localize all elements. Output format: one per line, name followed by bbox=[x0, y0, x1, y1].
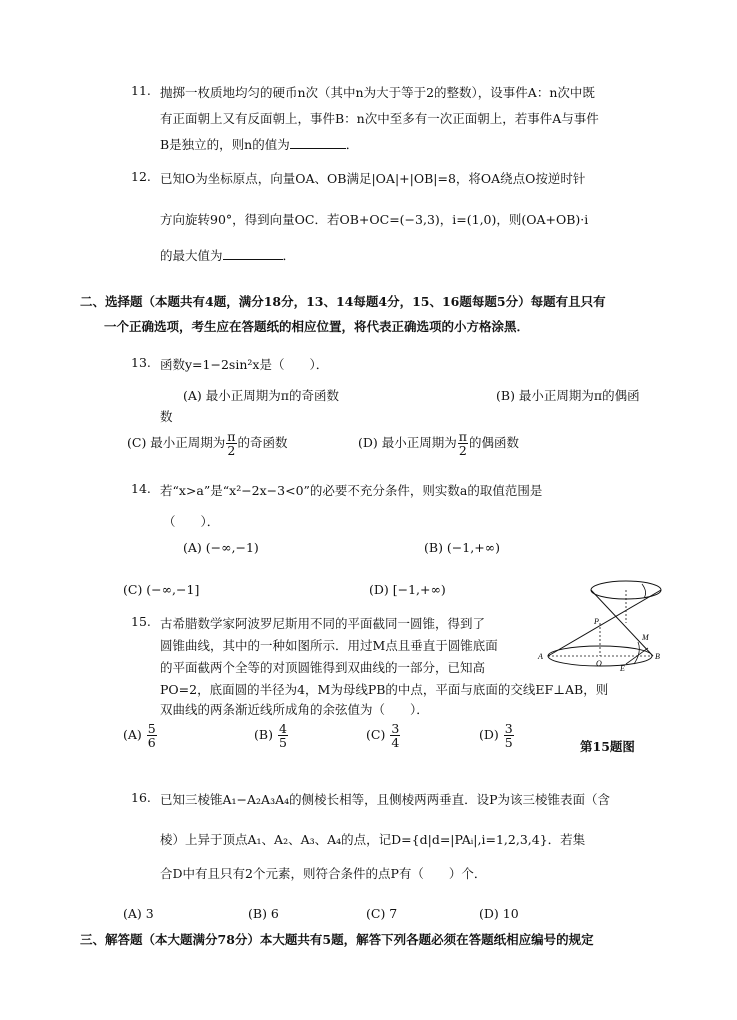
q15-line4: PO=2，底面圆的半径为4，M为母线PB的中点，平面与底面的交线EF⊥AB，则 bbox=[160, 682, 609, 697]
q14-option-d: (D) [−1,+∞) bbox=[369, 582, 446, 597]
q15-line1: 古希腊数学家阿波罗尼斯用不同的平面截同一圆锥，得到了 bbox=[160, 616, 486, 631]
cone-figure bbox=[530, 578, 680, 678]
q13-option-d: (D) 最小正周期为 $\frac{\pi}{2}$ 的偶函数 bbox=[358, 429, 519, 459]
q11-number: 11. bbox=[131, 83, 151, 98]
q12-line2: 方向旋转90°，得到向量OC．若OB+OC=(−3,3)，i=(1,0)，则(OA+OB)·i bbox=[160, 212, 589, 227]
answer-blank bbox=[290, 136, 346, 149]
q15-option-a: (A) $\frac{5}{6}$ bbox=[123, 721, 156, 751]
q12-number: 12. bbox=[131, 169, 151, 184]
label-b: B bbox=[655, 652, 660, 661]
label-a: A bbox=[538, 652, 543, 661]
q16-option-d: (D) 10 bbox=[479, 906, 519, 921]
q16-number: 16. bbox=[131, 790, 151, 805]
q11-line1: 抛掷一枚质地均匀的硬币n次（其中n为大于等于2的整数），设事件A：n次中既 bbox=[160, 85, 595, 100]
label-o: O bbox=[596, 659, 602, 668]
q14-line1: 若“x>a”是“x²−2x−3<0”的必要不充分条件，则实数a的取值范围是 bbox=[160, 483, 543, 498]
q13-option-a-cont: 数 bbox=[160, 409, 173, 424]
q12-line3: 的最大值为 ． bbox=[160, 248, 296, 263]
q16-line2: 棱）上异于顶点A₁、A₂、A₃、A₄的点，记D={d|d=|PAᵢ|,i=1,2,3,4}．若集 bbox=[160, 832, 586, 847]
q15-line2: 圆锥曲线，其中的一种如图所示．用过M点且垂直于圆锥底面 bbox=[160, 638, 498, 653]
q13-option-b: (B) 最小正周期为π的偶函 bbox=[496, 388, 640, 403]
q15-option-d: (D) $\frac{3}{5}$ bbox=[479, 721, 513, 751]
q15-number: 15. bbox=[131, 614, 151, 629]
answer-blank bbox=[223, 247, 283, 260]
hyperbola-curve bbox=[634, 642, 639, 664]
q13-option-a: (A) 最小正周期为π的奇函数 bbox=[183, 388, 339, 403]
q13-stem: 函数y=1−2sin²x是（ ）． bbox=[160, 357, 329, 372]
q14-number: 14. bbox=[131, 481, 151, 496]
section3-heading: 三、解答题（本大题满分78分）本大题共有5题，解答下列各题必须在答题纸相应编号的规定 bbox=[80, 932, 594, 947]
q15-line3: 的平面截两个全等的对顶圆锥得到双曲线的一部分，已知高 bbox=[160, 660, 486, 675]
q14-line2: （ ）． bbox=[163, 514, 220, 529]
q16-option-c: (C) 7 bbox=[366, 906, 398, 921]
q14-option-c: (C) (−∞,−1] bbox=[123, 582, 200, 597]
section2-heading: 二、选择题（本题共有4题，满分18分，13、14每题4分，15、16题每题5分）每题有且只有 bbox=[80, 294, 606, 309]
label-e: E bbox=[620, 664, 625, 673]
label-p: P bbox=[594, 617, 599, 626]
section2-instruction: 一个正确选项，考生应在答题纸的相应位置，将代表正确选项的小方格涂黑． bbox=[104, 319, 530, 334]
q14-option-b: (B) (−1,+∞) bbox=[424, 540, 500, 555]
q15-figure-caption: 第15题图 bbox=[580, 739, 635, 754]
q13-option-c: (C) 最小正周期为 $\frac{\pi}{2}$ 的奇函数 bbox=[127, 429, 288, 459]
q15-option-b: (B) $\frac{4}{5}$ bbox=[254, 721, 287, 751]
q13-number: 13. bbox=[131, 355, 151, 370]
q16-line3: 合D中有且只有2个元素，则符合条件的点P有（ ）个． bbox=[160, 866, 487, 881]
upper-hyperbola-curve bbox=[642, 584, 646, 598]
label-m: M bbox=[642, 633, 649, 642]
q14-option-a: (A) (−∞,−1) bbox=[183, 540, 259, 555]
q16-option-a: (A) 3 bbox=[123, 906, 154, 921]
q11-line3: B是独立的，则n的值为 ． bbox=[160, 137, 359, 152]
q16-option-b: (B) 6 bbox=[248, 906, 279, 921]
q15-line5: 双曲线的两条渐近线所成角的余弦值为（ ）． bbox=[160, 702, 429, 717]
q15-option-c: (C) $\frac{3}{4}$ bbox=[366, 721, 400, 751]
q12-line1: 已知O为坐标原点，向量OA、OB满足|OA|+|OB|=8，将OA绕点O按逆时针 bbox=[160, 171, 586, 186]
q11-line2: 有正面朝上又有反面朝上，事件B：n次中至多有一次正面朝上，若事件A与事件 bbox=[160, 111, 599, 126]
q16-line1: 已知三棱锥A₁−A₂A₃A₄的侧棱长相等，且侧棱两两垂直．设P为该三棱锥表面（含 bbox=[160, 792, 611, 807]
